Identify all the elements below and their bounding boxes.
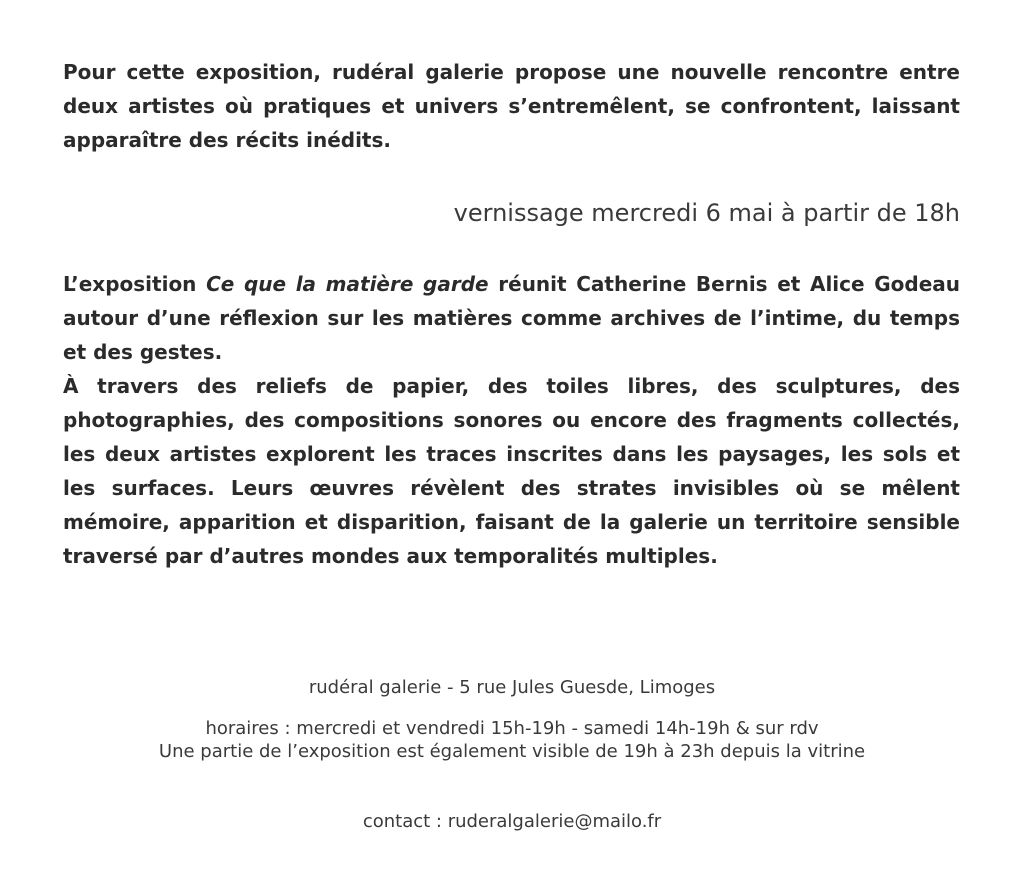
- exhibition-description: [63, 267, 960, 573]
- intro-paragraph: Pour cette exposition, rudéral galerie propose une nouvelle rencontre entre deux artistes où pratiques et univers s’entremêlent, se confrontent, laissant apparaître des récits inédits.: [63, 60, 960, 152]
- hours-line-2: Une partie de l’exposition est également visible de 19h à 23h depuis la vitrine: [158, 741, 866, 762]
- description-paragraph-1: [63, 267, 960, 369]
- exhibition-title: Ce que la matière garde: [206, 272, 489, 296]
- description-paragraph-2: À travers des reliefs de papier, des toiles libres, des sculptures, des photographies, des compositions sonores ou encore des fragments collectés, les deux artistes explorent les traces inscrites dans les paysages, les sols et les surfaces. Leurs œuvres révèlent des strates invisibles où se mêlent mémoire, apparition et disparition, faisant de la galerie un territoire sensible traversé par d’autres mondes aux temporalités multiples.: [63, 374, 960, 568]
- vernissage-date: vernissage mercredi 6 mai à partir de 18h: [453, 199, 960, 227]
- hours-line-1: horaires : mercredi et vendredi 15h-19h - samedi 14h-19h & sur rdv: [205, 718, 819, 739]
- gallery-address: rudéral galerie - 5 rue Jules Guesde, Limoges: [308, 677, 716, 698]
- opening-hours: [0, 717, 1024, 763]
- description-suffix: réunit Catherine Bernis et Alice Godeau autour d’une réflexion sur les matières comme archives de l’intime, du temps et des gestes.: [63, 272, 960, 364]
- contact-email: contact : ruderalgalerie@mailo.fr: [362, 811, 662, 832]
- description-prefix: L’exposition: [63, 272, 207, 296]
